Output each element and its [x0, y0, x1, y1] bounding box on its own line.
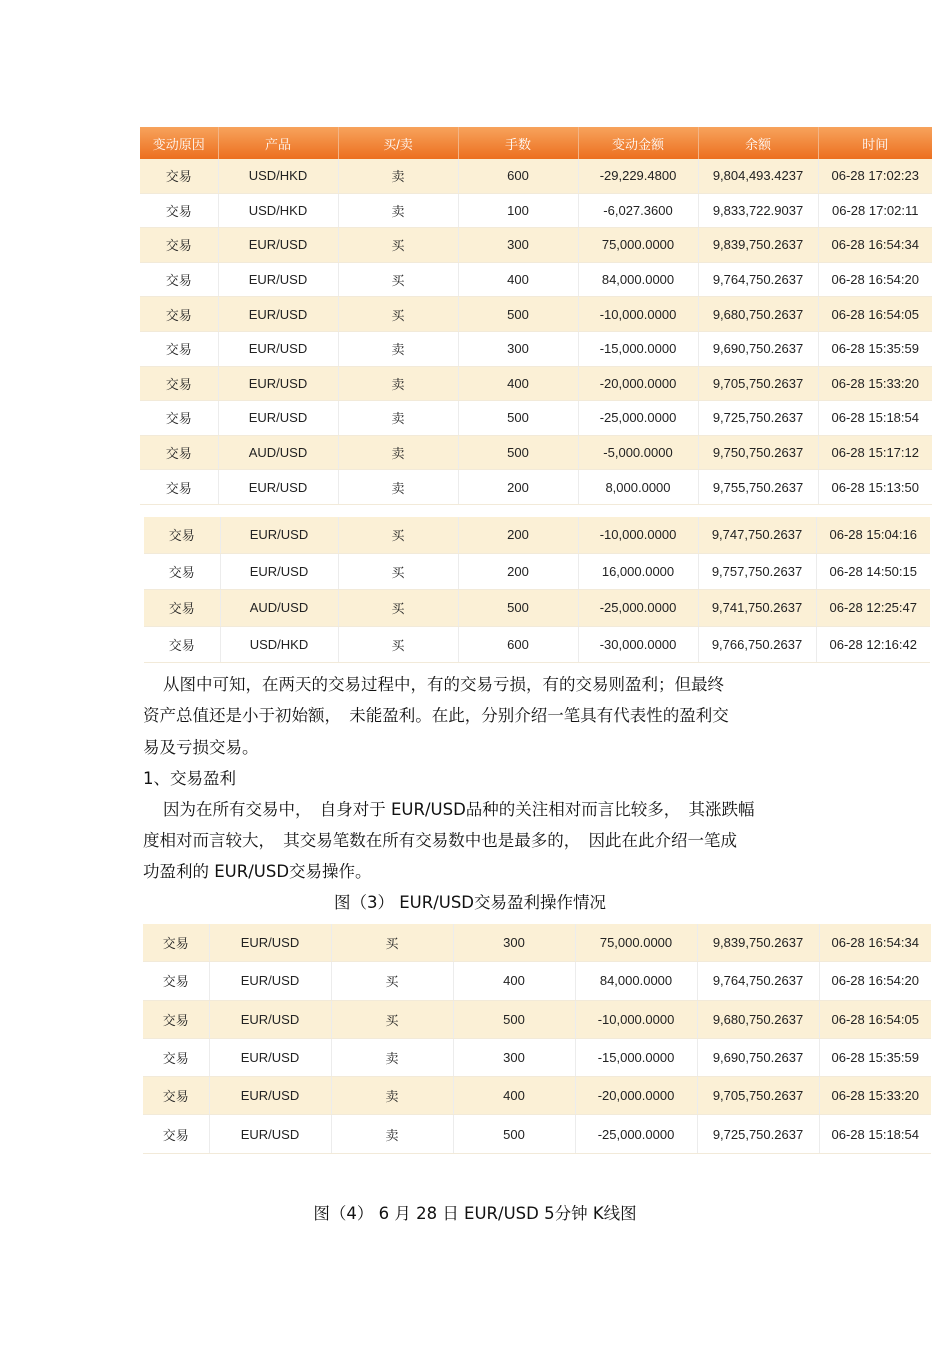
table-row: [143, 1115, 931, 1153]
time-cell: 06-28 16:54:05: [818, 297, 932, 332]
side-cell: 买: [338, 228, 458, 263]
amount-change-cell: -15,000.0000: [578, 331, 698, 366]
table-row: [140, 470, 932, 505]
table-row: [144, 553, 930, 590]
lots-cell: 200: [458, 553, 578, 590]
time-cell: 06-28 15:04:16: [816, 517, 930, 553]
amount-change-cell: -10,000.0000: [578, 517, 698, 553]
table-row: [143, 962, 931, 1000]
balance-cell: 9,690,750.2637: [698, 331, 818, 366]
transaction-table-1: [140, 127, 932, 505]
balance-cell: 9,741,750.2637: [698, 590, 816, 627]
section-heading: 1、交易盈利: [143, 769, 236, 788]
amount-change-cell: 16,000.0000: [578, 553, 698, 590]
lots-cell: 300: [453, 1038, 575, 1076]
paragraph-2-line-1: 因为在所有交易中， 自身对于 EUR/USD品种的关注相对而言比较多， 其涨跌幅: [163, 800, 755, 819]
reason-cell: 交易: [144, 626, 220, 663]
product-cell: USD/HKD: [218, 193, 338, 228]
time-cell: 06-28 14:50:15: [816, 553, 930, 590]
table-row: [143, 924, 931, 962]
side-cell: 买: [338, 590, 458, 627]
reason-cell: 交易: [140, 159, 218, 193]
table-row: [140, 366, 932, 401]
lots-cell: 100: [458, 193, 578, 228]
balance-cell: 9,725,750.2637: [697, 1115, 819, 1153]
side-cell: 买: [338, 553, 458, 590]
amount-change-cell: -6,027.3600: [578, 193, 698, 228]
product-cell: EUR/USD: [218, 297, 338, 332]
header-lots: 手数: [458, 127, 578, 159]
reason-cell: 交易: [143, 1115, 209, 1153]
table-row: [140, 297, 932, 332]
side-cell: 买: [331, 962, 453, 1000]
transaction-table-2-body: [144, 517, 930, 663]
product-cell: AUD/USD: [218, 435, 338, 470]
time-cell: 06-28 17:02:23: [818, 159, 932, 193]
balance-cell: 9,690,750.2637: [697, 1038, 819, 1076]
balance-cell: 9,747,750.2637: [698, 517, 816, 553]
amount-change-cell: -25,000.0000: [578, 590, 698, 627]
reason-cell: 交易: [143, 1000, 209, 1038]
amount-change-cell: -10,000.0000: [575, 1000, 697, 1038]
product-cell: EUR/USD: [218, 470, 338, 505]
header-balance: 余额: [698, 127, 818, 159]
product-cell: EUR/USD: [209, 1077, 331, 1115]
side-cell: 卖: [338, 401, 458, 436]
lots-cell: 500: [453, 1115, 575, 1153]
amount-change-cell: -5,000.0000: [578, 435, 698, 470]
amount-change-cell: 84,000.0000: [575, 962, 697, 1000]
table-row: [140, 193, 932, 228]
lots-cell: 300: [458, 228, 578, 263]
time-cell: 06-28 12:25:47: [816, 590, 930, 627]
balance-cell: 9,705,750.2637: [697, 1077, 819, 1115]
product-cell: AUD/USD: [220, 590, 338, 627]
paragraph-2-line-2: 度相对而言较大， 其交易笔数在所有交易数中也是最多的， 因此在此介绍一笔成: [143, 831, 737, 850]
table-row: [144, 590, 930, 627]
lots-cell: 500: [458, 297, 578, 332]
time-cell: 06-28 15:13:50: [818, 470, 932, 505]
lots-cell: 200: [458, 470, 578, 505]
balance-cell: 9,705,750.2637: [698, 366, 818, 401]
time-cell: 06-28 16:54:34: [819, 924, 931, 962]
lots-cell: 500: [458, 435, 578, 470]
table-row: [140, 331, 932, 366]
side-cell: 卖: [338, 435, 458, 470]
header-product: 产品: [218, 127, 338, 159]
side-cell: 买: [331, 924, 453, 962]
lots-cell: 300: [458, 331, 578, 366]
balance-cell: 9,804,493.4237: [698, 159, 818, 193]
header-amount-change: 变动金额: [578, 127, 698, 159]
amount-change-cell: -25,000.0000: [575, 1115, 697, 1153]
lots-cell: 400: [453, 1077, 575, 1115]
paragraph-1-line-3: 易及亏损交易。: [143, 738, 259, 757]
figure-3-caption: 图（3） EUR/USD交易盈利操作情况: [333, 893, 607, 912]
header-reason: 变动原因: [140, 127, 218, 159]
amount-change-cell: -29,229.4800: [578, 159, 698, 193]
lots-cell: 600: [458, 159, 578, 193]
reason-cell: 交易: [140, 297, 218, 332]
product-cell: EUR/USD: [218, 401, 338, 436]
paragraph-1-line-1: 从图中可知，在两天的交易过程中，有的交易亏损，有的交易则盈利；但最终: [163, 675, 724, 694]
table-row: [143, 1038, 931, 1076]
amount-change-cell: 8,000.0000: [578, 470, 698, 505]
reason-cell: 交易: [140, 366, 218, 401]
transaction-table-2: [144, 517, 930, 663]
lots-cell: 500: [458, 401, 578, 436]
table-row: [143, 1077, 931, 1115]
product-cell: EUR/USD: [220, 553, 338, 590]
side-cell: 卖: [338, 193, 458, 228]
table-row: [140, 159, 932, 193]
reason-cell: 交易: [140, 228, 218, 263]
balance-cell: 9,766,750.2637: [698, 626, 816, 663]
balance-cell: 9,680,750.2637: [698, 297, 818, 332]
reason-cell: 交易: [140, 435, 218, 470]
product-cell: USD/HKD: [220, 626, 338, 663]
time-cell: 06-28 16:54:20: [818, 262, 932, 297]
side-cell: 买: [338, 297, 458, 332]
lots-cell: 400: [458, 366, 578, 401]
side-cell: 买: [338, 626, 458, 663]
reason-cell: 交易: [143, 1077, 209, 1115]
balance-cell: 9,833,722.9037: [698, 193, 818, 228]
table-row: [140, 262, 932, 297]
amount-change-cell: 75,000.0000: [575, 924, 697, 962]
reason-cell: 交易: [144, 590, 220, 627]
balance-cell: 9,725,750.2637: [698, 401, 818, 436]
time-cell: 06-28 15:35:59: [818, 331, 932, 366]
lots-cell: 400: [453, 962, 575, 1000]
reason-cell: 交易: [140, 470, 218, 505]
lots-cell: 600: [458, 626, 578, 663]
side-cell: 买: [331, 1000, 453, 1038]
product-cell: EUR/USD: [220, 517, 338, 553]
product-cell: EUR/USD: [209, 1115, 331, 1153]
amount-change-cell: -20,000.0000: [575, 1077, 697, 1115]
reason-cell: 交易: [140, 262, 218, 297]
side-cell: 卖: [331, 1115, 453, 1153]
reason-cell: 交易: [140, 401, 218, 436]
balance-cell: 9,750,750.2637: [698, 435, 818, 470]
reason-cell: 交易: [140, 193, 218, 228]
product-cell: EUR/USD: [218, 366, 338, 401]
time-cell: 06-28 15:35:59: [819, 1038, 931, 1076]
reason-cell: 交易: [143, 1038, 209, 1076]
time-cell: 06-28 15:33:20: [819, 1077, 931, 1115]
table-header-row: [140, 127, 932, 159]
reason-cell: 交易: [143, 962, 209, 1000]
table-row: [144, 517, 930, 553]
transaction-table-3: [143, 924, 931, 1154]
balance-cell: 9,680,750.2637: [697, 1000, 819, 1038]
amount-change-cell: -20,000.0000: [578, 366, 698, 401]
reason-cell: 交易: [140, 331, 218, 366]
side-cell: 买: [338, 262, 458, 297]
amount-change-cell: -30,000.0000: [578, 626, 698, 663]
reason-cell: 交易: [144, 517, 220, 553]
lots-cell: 400: [458, 262, 578, 297]
amount-change-cell: 84,000.0000: [578, 262, 698, 297]
paragraph-1-line-2: 资产总值还是小于初始额， 未能盈利。在此，分别介绍一笔具有代表性的盈利交: [143, 706, 729, 725]
transaction-table-3-body: [143, 924, 931, 1153]
table-row: [140, 435, 932, 470]
lots-cell: 500: [453, 1000, 575, 1038]
table-row: [143, 1000, 931, 1038]
balance-cell: 9,764,750.2637: [698, 262, 818, 297]
side-cell: 卖: [331, 1038, 453, 1076]
time-cell: 06-28 12:16:42: [816, 626, 930, 663]
reason-cell: 交易: [144, 553, 220, 590]
side-cell: 卖: [331, 1077, 453, 1115]
time-cell: 06-28 16:54:34: [818, 228, 932, 263]
time-cell: 06-28 17:02:11: [818, 193, 932, 228]
time-cell: 06-28 15:18:54: [818, 401, 932, 436]
product-cell: USD/HKD: [218, 159, 338, 193]
amount-change-cell: -10,000.0000: [578, 297, 698, 332]
amount-change-cell: -25,000.0000: [578, 401, 698, 436]
balance-cell: 9,757,750.2637: [698, 553, 816, 590]
time-cell: 06-28 15:17:12: [818, 435, 932, 470]
side-cell: 卖: [338, 331, 458, 366]
product-cell: EUR/USD: [209, 1038, 331, 1076]
table-row: [140, 401, 932, 436]
lots-cell: 300: [453, 924, 575, 962]
time-cell: 06-28 16:54:20: [819, 962, 931, 1000]
reason-cell: 交易: [143, 924, 209, 962]
product-cell: EUR/USD: [209, 962, 331, 1000]
balance-cell: 9,764,750.2637: [697, 962, 819, 1000]
figure-4-caption: 图（4） 6 月 28 日 EUR/USD 5分钟 K线图: [313, 1204, 637, 1223]
balance-cell: 9,839,750.2637: [698, 228, 818, 263]
product-cell: EUR/USD: [209, 924, 331, 962]
balance-cell: 9,839,750.2637: [697, 924, 819, 962]
side-cell: 卖: [338, 366, 458, 401]
time-cell: 06-28 16:54:05: [819, 1000, 931, 1038]
header-time: 时间: [818, 127, 932, 159]
paragraph-2-line-3: 功盈利的 EUR/USD交易操作。: [143, 862, 372, 881]
side-cell: 卖: [338, 470, 458, 505]
lots-cell: 200: [458, 517, 578, 553]
side-cell: 买: [338, 517, 458, 553]
product-cell: EUR/USD: [209, 1000, 331, 1038]
lots-cell: 500: [458, 590, 578, 627]
product-cell: EUR/USD: [218, 331, 338, 366]
time-cell: 06-28 15:33:20: [818, 366, 932, 401]
amount-change-cell: -15,000.0000: [575, 1038, 697, 1076]
header-side: 买/卖: [338, 127, 458, 159]
product-cell: EUR/USD: [218, 262, 338, 297]
table-row: [144, 626, 930, 663]
side-cell: 卖: [338, 159, 458, 193]
transaction-table-1-body: [140, 159, 932, 504]
product-cell: EUR/USD: [218, 228, 338, 263]
table-row: [140, 228, 932, 263]
amount-change-cell: 75,000.0000: [578, 228, 698, 263]
balance-cell: 9,755,750.2637: [698, 470, 818, 505]
time-cell: 06-28 15:18:54: [819, 1115, 931, 1153]
